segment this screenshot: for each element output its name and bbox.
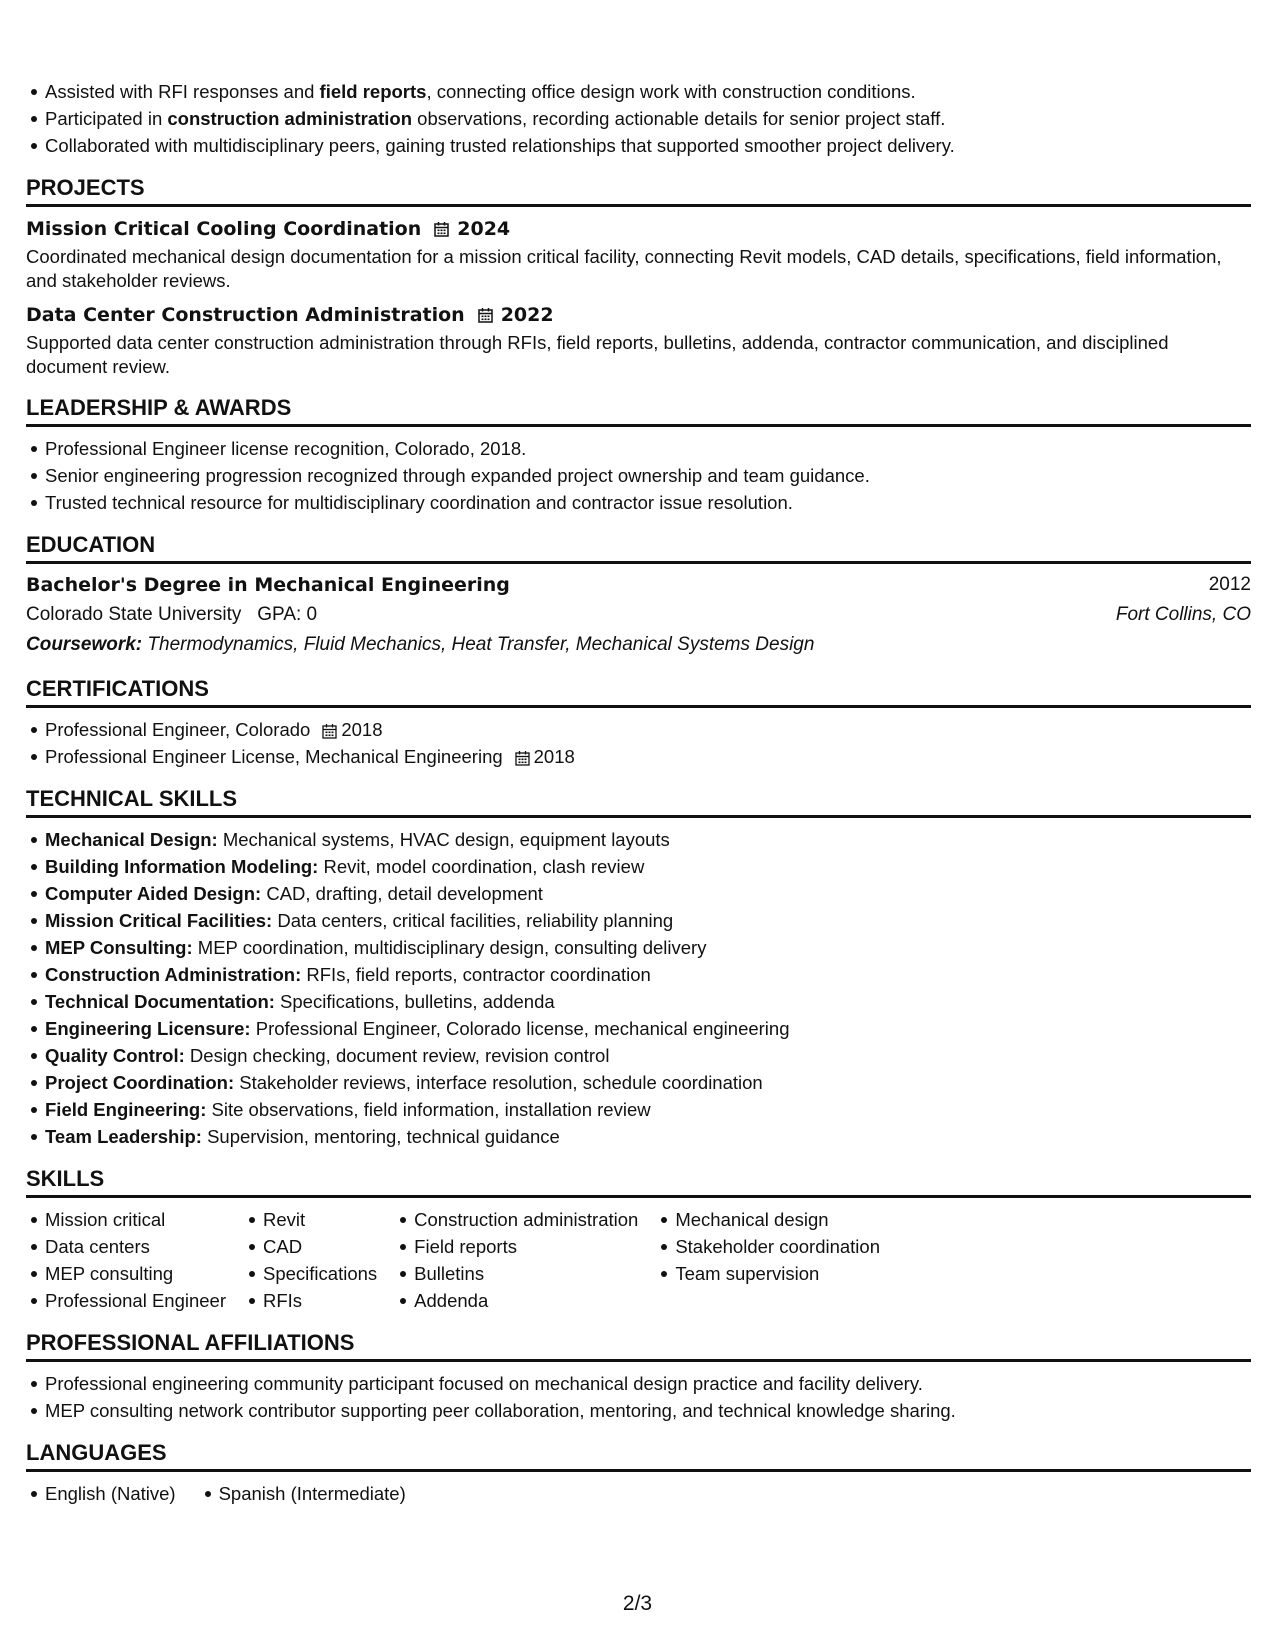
list-item: Mission Critical Facilities: Data centers, critical facilities, reliability planning xyxy=(26,907,1251,934)
project-description: Supported data center construction administration through RFIs, field reports, bulletins, addenda, contractor communication, and disciplined document review. xyxy=(26,332,1169,377)
graduation-year: 2012 xyxy=(1208,574,1251,595)
section-title: LANGUAGES xyxy=(26,1440,167,1465)
projects-section xyxy=(26,175,1251,379)
list-item: Trusted technical resource for multidisciplinary coordination and contractor issue resolution. xyxy=(26,489,1251,516)
list-item: Bulletins xyxy=(395,1260,638,1287)
certification-name: Professional Engineer License, Mechanical Engineering xyxy=(45,746,503,767)
languages-list xyxy=(26,1480,1251,1507)
list-item: Team supervision xyxy=(656,1260,880,1287)
section-header xyxy=(26,175,1251,207)
list-item: Construction administration xyxy=(395,1206,638,1233)
skills-column xyxy=(395,1206,638,1314)
list-item: Team Leadership: Supervision, mentoring, technical guidance xyxy=(26,1123,1251,1150)
affiliations-section xyxy=(26,1330,1251,1424)
education-section xyxy=(26,532,1251,660)
project-item xyxy=(26,302,1251,379)
section-title: TECHNICAL SKILLS xyxy=(26,786,238,811)
calendar-icon xyxy=(478,308,493,323)
skills-column xyxy=(244,1206,377,1314)
project-year: 2022 xyxy=(500,304,554,326)
project-description: Coordinated mechanical design documentation for a mission critical facility, connecting Revit models, CAD details, specifications, field information, and stakeholder reviews. xyxy=(26,246,1222,291)
section-title: PROFESSIONAL AFFILIATIONS xyxy=(26,1330,355,1355)
list-item xyxy=(26,743,1251,770)
list-item: Senior engineering progression recognized through expanded project ownership and team guidance. xyxy=(26,462,1251,489)
list-item: MEP consulting xyxy=(26,1260,226,1287)
list-item: MEP consulting network contributor supporting peer collaboration, mentoring, and technical knowledge sharing. xyxy=(26,1397,1251,1424)
list-item: Participated in construction administration observations, recording actionable details for senior project staff. xyxy=(26,105,1251,132)
project-year: 2024 xyxy=(457,218,511,240)
section-title: EDUCATION xyxy=(26,532,156,557)
leadership-list xyxy=(26,435,1251,516)
section-title: LEADERSHIP & AWARDS xyxy=(26,395,292,420)
section-header xyxy=(26,395,1251,427)
list-item: Assisted with RFI responses and field reports, connecting office design work with construction conditions. xyxy=(26,78,1251,105)
list-item: Computer Aided Design: CAD, drafting, detail development xyxy=(26,880,1251,907)
page-number: 2/3 xyxy=(622,1592,653,1615)
languages-section xyxy=(26,1440,1251,1507)
list-item: Construction Administration: RFIs, field reports, contractor coordination xyxy=(26,961,1251,988)
intro-bullet-list xyxy=(26,78,1251,159)
list-item: Mechanical Design: Mechanical systems, HVAC design, equipment layouts xyxy=(26,826,1251,853)
list-item: Field reports xyxy=(395,1233,638,1260)
section-title: SKILLS xyxy=(26,1166,105,1191)
section-header xyxy=(26,1166,1251,1198)
calendar-icon xyxy=(322,724,337,739)
skills-column xyxy=(656,1206,880,1314)
list-item: MEP Consulting: MEP coordination, multidisciplinary design, consulting delivery xyxy=(26,934,1251,961)
section-header xyxy=(26,1330,1251,1362)
list-item: Professional engineering community participant focused on mechanical design practice and facility delivery. xyxy=(26,1370,1251,1397)
coursework-label: Coursework: xyxy=(26,634,143,655)
list-item: Mission critical xyxy=(26,1206,226,1233)
gpa: GPA: 0 xyxy=(257,604,318,625)
list-item: Professional Engineer xyxy=(26,1287,226,1314)
list-item: Engineering Licensure: Professional Engineer, Colorado license, mechanical engineering xyxy=(26,1015,1251,1042)
list-item: Professional Engineer license recognition, Colorado, 2018. xyxy=(26,435,1251,462)
list-item: CAD xyxy=(244,1233,377,1260)
degree-title: Bachelor's Degree in Mechanical Engineering xyxy=(26,574,510,596)
list-item xyxy=(26,716,1251,743)
section-header xyxy=(26,676,1251,708)
section-header xyxy=(26,532,1251,564)
list-item: Specifications xyxy=(244,1260,377,1287)
list-item: Stakeholder coordination xyxy=(656,1233,880,1260)
certifications-section xyxy=(26,676,1251,770)
technical-skills-section xyxy=(26,786,1251,1150)
list-item: RFIs xyxy=(244,1287,377,1314)
list-item: Addenda xyxy=(395,1287,638,1314)
skills-grid xyxy=(26,1206,1251,1314)
calendar-icon xyxy=(515,751,530,766)
section-title: CERTIFICATIONS xyxy=(26,676,209,701)
skills-section xyxy=(26,1166,1251,1314)
list-item: Quality Control: Design checking, document review, revision control xyxy=(26,1042,1251,1069)
project-name: Data Center Construction Administration xyxy=(26,304,465,326)
resume-page-2 xyxy=(26,78,1251,1507)
school-name: Colorado State University xyxy=(26,604,242,625)
section-header xyxy=(26,1440,1251,1472)
affiliations-list xyxy=(26,1370,1251,1424)
list-item: Revit xyxy=(244,1206,377,1233)
list-item: Mechanical design xyxy=(656,1206,880,1233)
certification-name: Professional Engineer, Colorado xyxy=(45,719,311,740)
technical-skills-list xyxy=(26,826,1251,1150)
school-location: Fort Collins, CO xyxy=(1115,604,1251,625)
skills-column xyxy=(26,1206,226,1314)
list-item: Collaborated with multidisciplinary peers, gaining trusted relationships that supported smoother project delivery. xyxy=(26,132,1251,159)
list-item: Data centers xyxy=(26,1233,226,1260)
certifications-list xyxy=(26,716,1251,770)
calendar-icon xyxy=(434,222,449,237)
list-item: Field Engineering: Site observations, field information, installation review xyxy=(26,1096,1251,1123)
list-item: Building Information Modeling: Revit, model coordination, clash review xyxy=(26,853,1251,880)
project-item xyxy=(26,216,1251,293)
section-header xyxy=(26,786,1251,818)
list-item: Spanish (Intermediate) xyxy=(200,1480,406,1507)
section-title: PROJECTS xyxy=(26,175,145,200)
list-item: Project Coordination: Stakeholder reviews, interface resolution, schedule coordination xyxy=(26,1069,1251,1096)
certification-year: 2018 xyxy=(533,746,575,767)
list-item: Technical Documentation: Specifications, bulletins, addenda xyxy=(26,988,1251,1015)
coursework-list: Thermodynamics, Fluid Mechanics, Heat Transfer, Mechanical Systems Design xyxy=(147,634,815,655)
leadership-section xyxy=(26,395,1251,516)
project-name: Mission Critical Cooling Coordination xyxy=(26,218,422,240)
list-item: English (Native) xyxy=(26,1480,176,1507)
certification-year: 2018 xyxy=(341,719,383,740)
